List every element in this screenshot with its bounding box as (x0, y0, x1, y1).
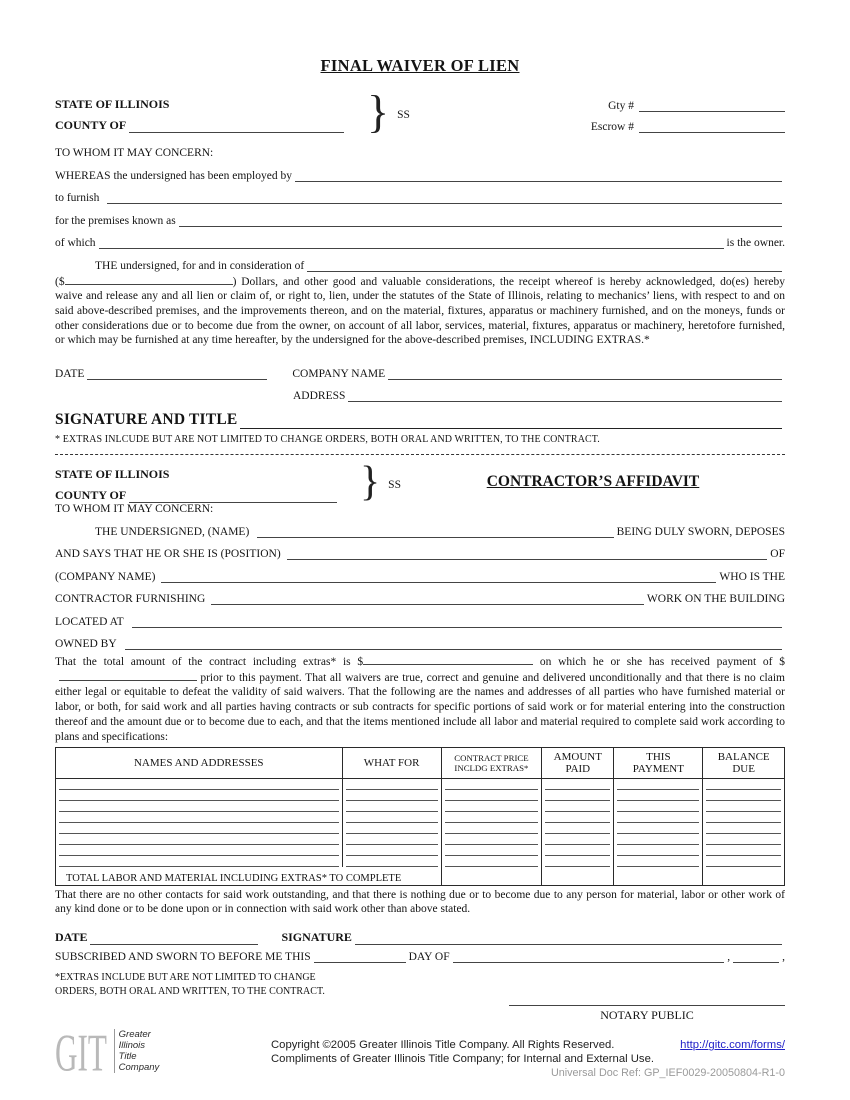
table-cell[interactable] (441, 779, 542, 791)
gty-label: Gty # (608, 100, 634, 112)
county-row (55, 112, 347, 133)
col-names-addresses: NAMES AND ADDRESSES (56, 748, 343, 779)
employed-by-input-line[interactable] (295, 169, 782, 182)
closing-date-input-line[interactable] (90, 932, 258, 945)
premises-input-line[interactable] (179, 214, 782, 227)
table-cell[interactable] (614, 856, 703, 867)
closing-signature-label: SIGNATURE (281, 930, 352, 945)
table-empty-row (56, 779, 785, 791)
signature-title-input-line[interactable] (240, 414, 782, 429)
sworn-month-input-line[interactable] (453, 950, 725, 963)
copyright-text: Copyright ©2005 Greater Illinois Title Company. All Rights Reserved. (271, 1039, 615, 1052)
col-balance-due: BALANCE DUE (703, 748, 785, 779)
waiver-paragraph: ($ ) Dollars, and other good and valuable considerations, the receipt whereof is hereby acknowledged, do(es) hereby waive and release any and all lien or claim of, or right to, lien, under the statutes of the State of Illinois, relating to mechanics’ liens, with respect to and on said above-described premises, and the improvements thereon, and on the material, fixtures, apparatus or machinery furnished, and on the moneys, funds or other considerations due or to become due from the owner, on account of all labor, services, material, fixtures, apparatus or machinery, heretofore furnished, or which may be furnished at any time hereafter, by the undersigned for the above-described premises, INCLUDING EXTRAS.* (55, 275, 785, 347)
contractor-input-line[interactable] (211, 592, 644, 605)
date-input-line[interactable] (87, 367, 267, 380)
col-this-payment: THIS PAYMENT (614, 748, 703, 779)
county-input-line[interactable] (129, 120, 344, 133)
premises-label: for the premises known as (55, 214, 176, 227)
located-input-line[interactable] (132, 615, 782, 628)
table-header-row (56, 748, 785, 779)
name-suffix-label: BEING DULY SWORN, DEPOSES (616, 525, 785, 538)
name-prefix-label: THE UNDERSIGNED, (NAME) (95, 525, 250, 538)
sworn-year-input-line[interactable] (733, 950, 779, 963)
table-cell[interactable] (542, 790, 614, 801)
total-amount-paid-cell[interactable] (542, 867, 614, 885)
total-this-payment-cell[interactable] (614, 867, 703, 885)
ss-label: SS (397, 109, 410, 121)
doc-ref-text: Universal Doc Ref: GP_IEF0029-20050804-R1-0 (550, 1067, 785, 1080)
table-cell[interactable] (441, 823, 542, 834)
consideration-input-line[interactable] (307, 259, 782, 272)
company-prefix-label: (COMPANY NAME) (55, 570, 156, 583)
section-divider (55, 454, 785, 455)
owner-suffix-label: is the owner. (726, 237, 785, 249)
address-label: ADDRESS (293, 390, 346, 403)
to-furnish-label: to furnish (55, 192, 100, 204)
total-contract-price-cell[interactable] (441, 867, 542, 885)
table-cell[interactable] (56, 790, 343, 801)
closing-paragraph: That there are no other contacts for said work outstanding, and that there is nothing due or to become due to any person for material, labor or other work of any kind done or to be done upon or in connection with said work other than above stated. (55, 888, 785, 916)
waiver-header (55, 86, 785, 137)
undersigned-name-row (55, 515, 785, 538)
table-cell[interactable] (542, 845, 614, 856)
table-cell[interactable] (56, 823, 343, 834)
col-what-for: WHAT FOR (342, 748, 441, 779)
table-empty-row (56, 823, 785, 834)
contractor-suffix-label: WORK ON THE BUILDING (646, 593, 785, 606)
gty-row (583, 91, 785, 112)
owner-input-line[interactable] (99, 236, 724, 249)
table-cell[interactable] (614, 834, 703, 845)
table-cell[interactable] (703, 779, 785, 791)
git-logo-letters: GIT (55, 1023, 107, 1083)
county-label: COUNTY OF (55, 118, 127, 132)
to-whom-line: TO WHOM IT MAY CONCERN: (55, 147, 214, 159)
address-input-line[interactable] (348, 389, 782, 402)
table-cell[interactable] (614, 790, 703, 801)
notary-public-label: NOTARY PUBLIC (600, 1008, 694, 1023)
table-cell[interactable] (56, 834, 343, 845)
table-cell[interactable] (441, 790, 542, 801)
position-input-line[interactable] (287, 547, 768, 560)
affidavit-county-row (55, 482, 340, 503)
company-row (55, 560, 785, 583)
extras-note-2: *EXTRAS INCLUDE BUT ARE NOT LIMITED TO CHANGE ORDERS, BOTH ORAL AND WRITTEN, TO THE CONTRACT. (55, 972, 325, 997)
table-cell[interactable] (342, 790, 441, 801)
table-cell[interactable] (441, 801, 542, 812)
compliments-text: Compliments of Greater Illinois Title Company; for Internal and External Use. (271, 1053, 655, 1066)
position-suffix-label: OF (770, 548, 785, 561)
contractor-row (55, 583, 785, 606)
state-label: STATE OF ILLINOIS (55, 97, 170, 111)
to-furnish-input-line[interactable] (107, 191, 782, 204)
table-empty-row (56, 790, 785, 801)
table-empty-row (56, 801, 785, 812)
table-cell[interactable] (56, 801, 343, 812)
brace-glyph: } (367, 86, 390, 137)
premises-row (55, 204, 785, 227)
consideration-row (55, 249, 785, 272)
closing-signature-input-line[interactable] (355, 932, 782, 945)
col-contract-price: CONTRACT PRICE INCLDG EXTRAS* (441, 748, 542, 779)
sworn-prefix-label: SUBSCRIBED AND SWORN TO BEFORE ME THIS (55, 951, 311, 964)
affidavit-county-input-line[interactable] (129, 490, 337, 503)
name-input-line[interactable] (257, 525, 613, 538)
whereas-label: WHEREAS the undersigned has been employed by (55, 169, 292, 182)
escrow-row (583, 112, 785, 133)
notary-block (509, 1005, 785, 1023)
owned-row (55, 628, 785, 651)
notary-signature-line[interactable] (509, 1005, 785, 1006)
affidavit-company-input-line[interactable] (161, 570, 716, 583)
signature-title-label: SIGNATURE AND TITLE (55, 411, 238, 429)
affidavit-to-whom-line: TO WHOM IT MAY CONCERN: (55, 503, 214, 516)
owned-input-line[interactable] (125, 637, 782, 650)
date-company-row (55, 358, 785, 380)
signature-title-row (55, 411, 785, 429)
table-cell[interactable] (703, 801, 785, 812)
affidavit-title: CONTRACTOR’S AFFIDAVIT (486, 473, 700, 491)
affidavit-table-body (56, 779, 785, 868)
table-cell[interactable] (56, 856, 343, 867)
table-cell[interactable] (614, 812, 703, 823)
affidavit-brace-glyph: } (360, 459, 381, 506)
table-total-row (56, 867, 785, 885)
table-cell[interactable] (703, 790, 785, 801)
sworn-day-input-line[interactable] (314, 950, 406, 963)
affidavit-state-label: STATE OF ILLINOIS (55, 467, 170, 482)
table-cell[interactable] (441, 856, 542, 867)
contractor-prefix-label: CONTRACTOR FURNISHING (55, 593, 206, 606)
page-title: FINAL WAIVER OF LIEN (320, 56, 520, 75)
escrow-label: Escrow # (590, 121, 634, 133)
notes-notary-block (55, 971, 785, 1023)
table-cell[interactable] (342, 834, 441, 845)
date-label: DATE (55, 368, 85, 381)
copyright-block (271, 1039, 785, 1079)
owned-label: OWNED BY (55, 638, 117, 651)
company-name-label: COMPANY NAME (292, 368, 386, 381)
table-cell[interactable] (441, 834, 542, 845)
position-prefix-label: AND SAYS THAT HE OR SHE IS (POSITION) (55, 548, 281, 561)
page-footer (55, 1023, 785, 1083)
git-logo-text: Greater Illinois Title Company (114, 1029, 160, 1073)
table-cell[interactable] (703, 823, 785, 834)
dollar-amount-input-line[interactable] (65, 274, 233, 285)
git-logo (55, 1023, 205, 1083)
position-row (55, 538, 785, 561)
table-cell[interactable] (542, 812, 614, 823)
closing-date-label: DATE (55, 930, 88, 945)
affidavit-ss-label: SS (388, 479, 401, 492)
owner-row (55, 227, 785, 250)
extras-note: * EXTRAS INLCUDE BUT ARE NOT LIMITED TO CHANGE ORDERS, BOTH ORAL AND WRITTEN, TO THE CONTRACT. (55, 434, 600, 446)
table-cell[interactable] (614, 779, 703, 791)
gty-input-line[interactable] (639, 98, 785, 112)
company-suffix-label: WHO IS THE (719, 570, 785, 583)
col-amount-paid: AMOUNT PAID (542, 748, 614, 779)
address-row (55, 380, 785, 402)
closing-date-signature-row (55, 930, 785, 945)
contract-amount-input-line[interactable] (363, 654, 533, 665)
table-cell[interactable] (342, 845, 441, 856)
affidavit-county-label: COUNTY OF (55, 488, 127, 503)
table-cell[interactable] (56, 779, 343, 791)
table-empty-row (56, 834, 785, 845)
table-cell[interactable] (614, 823, 703, 834)
table-cell[interactable] (441, 845, 542, 856)
total-balance-due-cell[interactable] (703, 867, 785, 885)
table-cell[interactable] (703, 834, 785, 845)
table-cell[interactable] (342, 812, 441, 823)
to-furnish-row (55, 182, 785, 205)
table-cell[interactable] (56, 812, 343, 823)
table-empty-row (56, 845, 785, 856)
table-cell[interactable] (703, 845, 785, 856)
table-cell[interactable] (342, 779, 441, 791)
table-cell[interactable] (56, 845, 343, 856)
table-cell[interactable] (542, 834, 614, 845)
table-cell[interactable] (342, 856, 441, 867)
table-cell[interactable] (342, 801, 441, 812)
forms-link[interactable]: http://gitc.com/forms/ (680, 1039, 785, 1052)
parties-table (55, 747, 785, 886)
consideration-label: THE undersigned, for and in consideration of (95, 259, 305, 272)
whereas-row (55, 159, 785, 182)
sworn-row: SUBSCRIBED AND SWORN TO BEFORE ME THIS DAY OF , , (55, 951, 785, 964)
of-which-label: of which (55, 237, 96, 249)
table-cell[interactable] (614, 801, 703, 812)
table-cell[interactable] (542, 823, 614, 834)
table-cell[interactable] (542, 779, 614, 791)
table-cell[interactable] (342, 823, 441, 834)
table-empty-row (56, 812, 785, 823)
table-empty-row (56, 856, 785, 867)
payment-amount-input-line[interactable] (59, 670, 197, 681)
escrow-input-line[interactable] (639, 119, 785, 133)
affidavit-header (55, 459, 785, 506)
table-cell[interactable] (614, 845, 703, 856)
total-label: TOTAL LABOR AND MATERIAL INCLUDING EXTRAS* TO COMPLETE (56, 867, 442, 885)
located-label: LOCATED AT (55, 615, 124, 628)
table-cell[interactable] (441, 812, 542, 823)
day-of-label: DAY OF (408, 951, 450, 964)
table-cell[interactable] (703, 812, 785, 823)
located-row (55, 605, 785, 628)
company-name-input-line[interactable] (388, 367, 782, 380)
table-cell[interactable] (542, 856, 614, 867)
table-cell[interactable] (542, 801, 614, 812)
table-cell[interactable] (703, 856, 785, 867)
affidavit-paragraph: That the total amount of the contract including extras* is $ on which he or she has received payment of $ prior to this payment. That all waivers are true, correct and genuine and delivered unconditionally and that there is no claim either legal or equitable to defeat the validity of said waivers. That the following are the names and addresses of all parties who have furnished material or labor, or both, for said work and all parties having contracts or sub contracts for specific portions of said work or for material entering into the construction thereof and the amount due or to become due to each, and that the items mentioned include all labor and material required to complete said work according to plans and specifications: (55, 656, 785, 743)
